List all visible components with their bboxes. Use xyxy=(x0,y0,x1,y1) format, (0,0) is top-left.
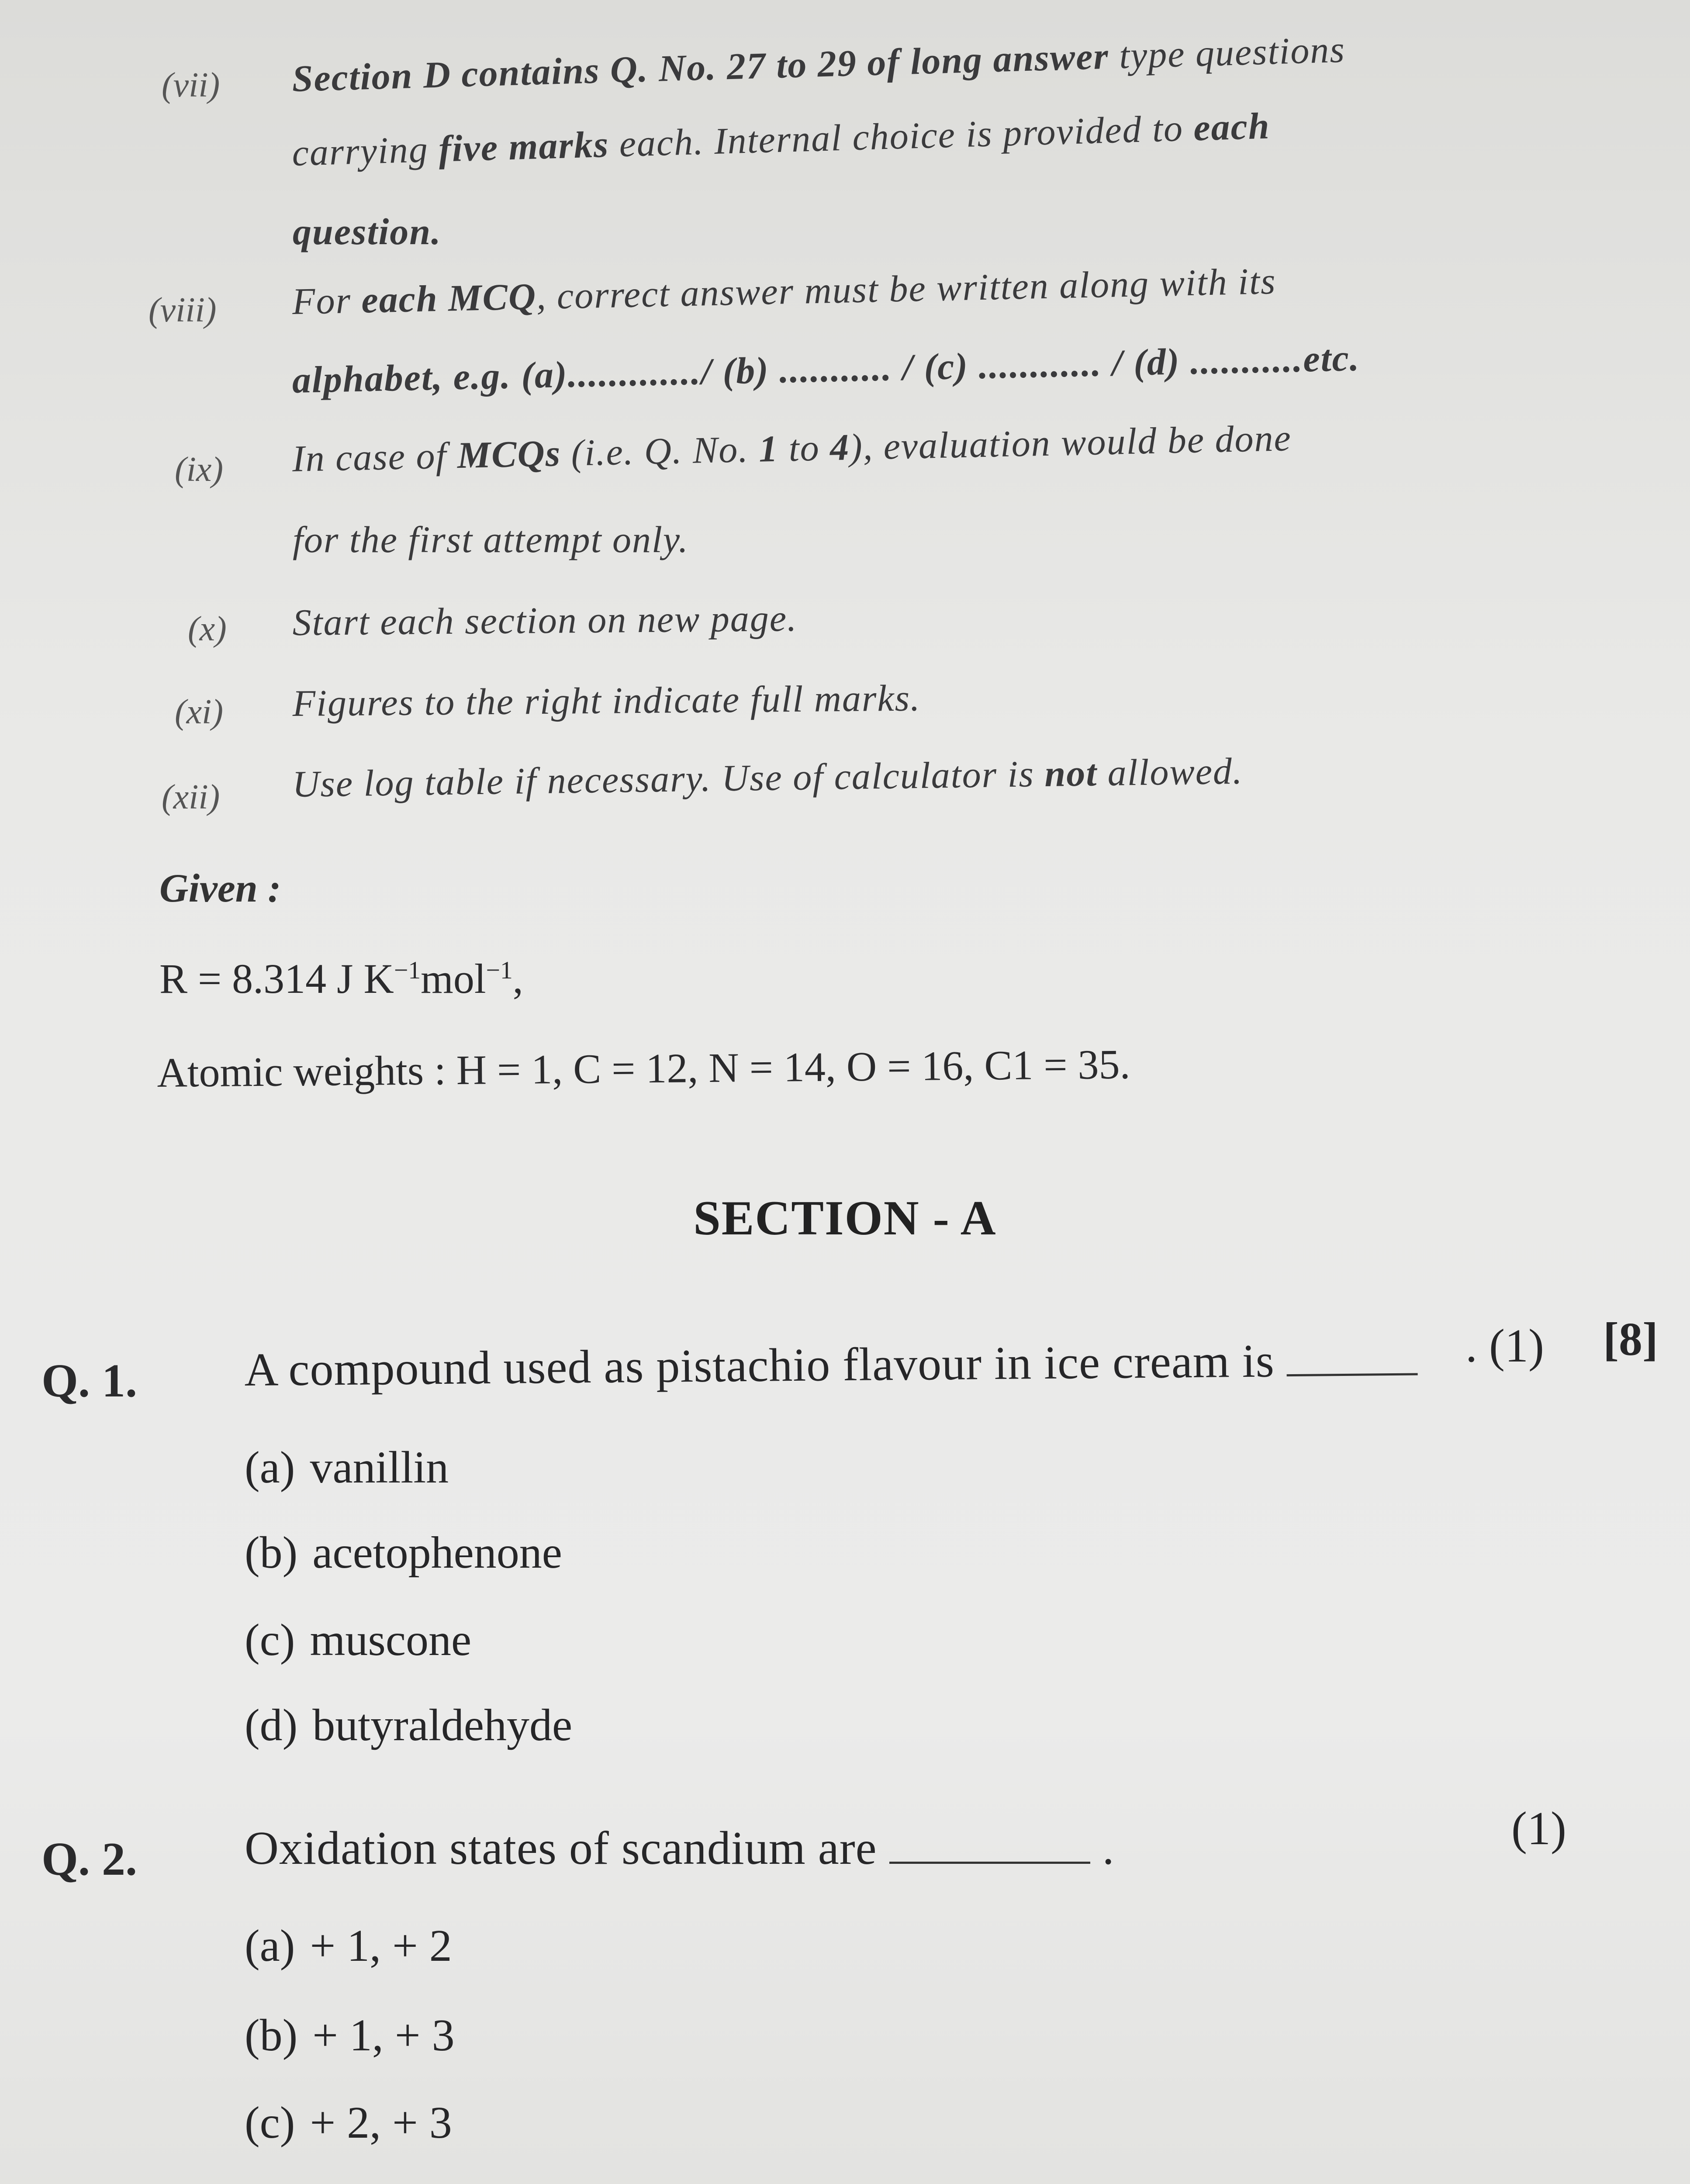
option-c: (c) muscone xyxy=(245,1615,472,1665)
instruction-ix-line2: for the first attempt only. xyxy=(293,518,689,560)
question-marks: . (1) xyxy=(1465,1320,1544,1372)
instruction-xi-line1: Figures to the right indicate full marks. xyxy=(292,677,921,725)
instruction-number: (xi) xyxy=(175,693,224,731)
option-b: (b) + 1, + 3 xyxy=(245,2010,455,2060)
instruction-vii-line3: question. xyxy=(293,211,442,252)
option-b: (b) acetophenone xyxy=(245,1527,562,1578)
question-text: A compound used as pistachio flavour in ice cream is xyxy=(244,1333,1418,1397)
instruction-number: (ix) xyxy=(175,450,224,489)
instruction-viii-line2: alphabet, e.g. (a)............./ (b) ........... / (c) ............ / (d) ...........etc. xyxy=(291,336,1361,401)
option-d: (d) butyraldehyde xyxy=(245,1700,573,1750)
instruction-vii-line1: Section D contains Q. No. 27 to 29 of long answer type questions xyxy=(291,28,1346,100)
option-c: (c) + 2, + 3 xyxy=(245,2098,452,2148)
option-a: (a) + 1, + 2 xyxy=(245,1921,452,1971)
section-title: SECTION - A xyxy=(693,1191,997,1245)
answer-blank xyxy=(889,1862,1090,1864)
instruction-number: (viii) xyxy=(149,291,217,329)
instruction-viii-line1: For each MCQ, correct answer must be written along with its xyxy=(291,259,1277,323)
instruction-vii-line2: carrying five marks each. Internal choice is provided to each xyxy=(291,104,1271,174)
atomic-weights: Atomic weights : H = 1, C = 12, N = 14, O = 16, C1 = 35. xyxy=(157,1040,1130,1096)
question-text: Oxidation states of scandium are . xyxy=(245,1822,1115,1874)
instruction-number: (x) xyxy=(188,610,227,648)
question-number: Q. 1. xyxy=(41,1355,138,1407)
section-total-marks: [8] xyxy=(1603,1313,1658,1365)
instruction-number: (xii) xyxy=(162,778,220,816)
answer-blank xyxy=(1287,1373,1418,1377)
instruction-x-line1: Start each section on new page. xyxy=(292,597,798,644)
question-number: Q. 2. xyxy=(41,1833,138,1885)
instruction-number: (vii) xyxy=(162,66,220,104)
instruction-ix-line1: In case of MCQs (i.e. Q. No. 1 to 4), evaluation would be done xyxy=(291,417,1292,480)
instruction-xii-line1: Use log table if necessary. Use of calculator is not allowed. xyxy=(292,750,1244,805)
given-label: Given : xyxy=(159,866,281,910)
question-marks: (1) xyxy=(1511,1803,1566,1855)
gas-constant: R = 8.314 J $K^{-1}mol^{-1}$, xyxy=(159,955,523,1002)
option-a: (a) vanillin xyxy=(245,1442,449,1493)
